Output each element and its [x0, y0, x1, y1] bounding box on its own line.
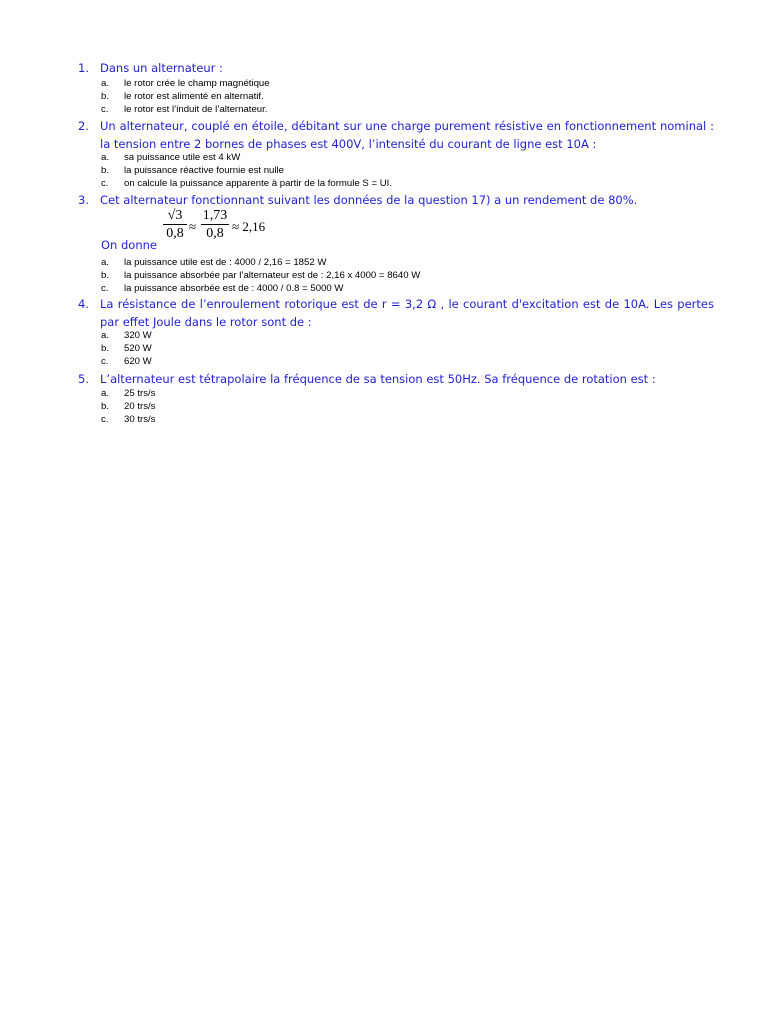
option-letter: c.: [101, 178, 109, 189]
option-text: 25 trs/s: [124, 388, 156, 399]
option-text: on calcule la puissance apparente à partir de la formule S = UI.: [124, 178, 392, 189]
option-letter: b.: [101, 270, 110, 281]
option-4c: [101, 355, 152, 368]
option-letter: b.: [101, 165, 110, 176]
option-5c: [101, 413, 155, 426]
option-4a: [101, 329, 152, 342]
option-text: le rotor est l’induit de l’alternateur.: [124, 104, 268, 115]
option-letter: b.: [101, 343, 110, 354]
option-letter: c.: [101, 414, 109, 425]
option-text: 30 trs/s: [124, 414, 156, 425]
question-text: L’alternateur est tétrapolaire la fréquence de sa tension est 50Hz. Sa fréquence de rotation est :: [100, 372, 656, 386]
fraction-sqrt3-over-0-8: [163, 207, 187, 242]
option-2b: [101, 164, 284, 177]
option-2a: [101, 151, 240, 164]
question-1: [78, 59, 714, 77]
question-4: [78, 295, 714, 331]
option-text: la puissance absorbée est de : 4000 / 0.8 = 5000 W: [124, 283, 344, 294]
question-2: [78, 117, 714, 153]
option-text: le rotor est alimenté en alternatif.: [124, 91, 264, 102]
question-number: 1.: [78, 61, 89, 75]
option-text: le rotor crée le champ magnétique: [124, 78, 270, 89]
option-text: la puissance utile est de : 4000 / 2,16 = 1852 W: [124, 257, 327, 268]
option-text: 620 W: [124, 356, 152, 367]
fraction-numerator: √3: [167, 208, 183, 223]
approx-symbol: ≈: [189, 219, 197, 234]
option-3a: [101, 256, 326, 269]
option-letter: c.: [101, 356, 109, 367]
question-text: Cet alternateur fonctionnant suivant les données de la question 17) a un rendement de 80%.: [100, 193, 638, 207]
option-letter: c.: [101, 104, 109, 115]
option-letter: a.: [101, 388, 110, 399]
option-text: 520 W: [124, 343, 152, 354]
option-1c: [101, 103, 267, 116]
question-number: 4.: [78, 297, 89, 311]
option-text: 20 trs/s: [124, 401, 156, 412]
option-letter: a.: [101, 152, 110, 163]
option-letter: c.: [101, 283, 109, 294]
option-3c: [101, 282, 343, 295]
question-text: Dans un alternateur :: [100, 61, 223, 75]
option-text: 320 W: [124, 330, 152, 341]
question-number: 5.: [78, 372, 89, 386]
question-text: Un alternateur, couplé en étoile, débitant sur une charge purement résistive en fonctionnement nominal : la tension entre 2 bornes de phases est 400V, l’intensité du courant de ligne est 10A :: [100, 119, 714, 151]
option-2c: [101, 177, 392, 190]
approx-result: ≈ 2,16: [232, 219, 266, 234]
question-number: 3.: [78, 193, 89, 207]
option-3b: [101, 269, 420, 282]
fraction-denominator: 0,8: [166, 226, 184, 241]
option-5b: [101, 400, 155, 413]
fraction-numerator: 1,73: [202, 208, 228, 223]
option-letter: b.: [101, 401, 110, 412]
question-number: 2.: [78, 119, 89, 133]
given-label: On donne: [101, 238, 157, 252]
option-text: la puissance réactive fournie est nulle: [124, 165, 284, 176]
option-letter: a.: [101, 257, 110, 268]
option-text: la puissance absorbée par l’alternateur est de : 2,16 x 4000 = 8640 W: [124, 270, 421, 281]
option-letter: a.: [101, 78, 110, 89]
question-text: La résistance de l’enroulement rotorique est de r = 3,2 Ω , le courant d'excitation est de 10A. Les pertes par effet Joule dans le rotor sont de :: [100, 297, 714, 329]
fraction-denominator: 0,8: [206, 226, 224, 241]
fraction-1-73-over-0-8: [201, 207, 229, 242]
option-text: sa puissance utile est 4 kW: [124, 152, 241, 163]
option-1a: [101, 77, 270, 90]
option-letter: a.: [101, 330, 110, 341]
question-5: [78, 370, 714, 388]
option-letter: b.: [101, 91, 110, 102]
option-5a: [101, 387, 155, 400]
option-1b: [101, 90, 264, 103]
option-4b: [101, 342, 152, 355]
